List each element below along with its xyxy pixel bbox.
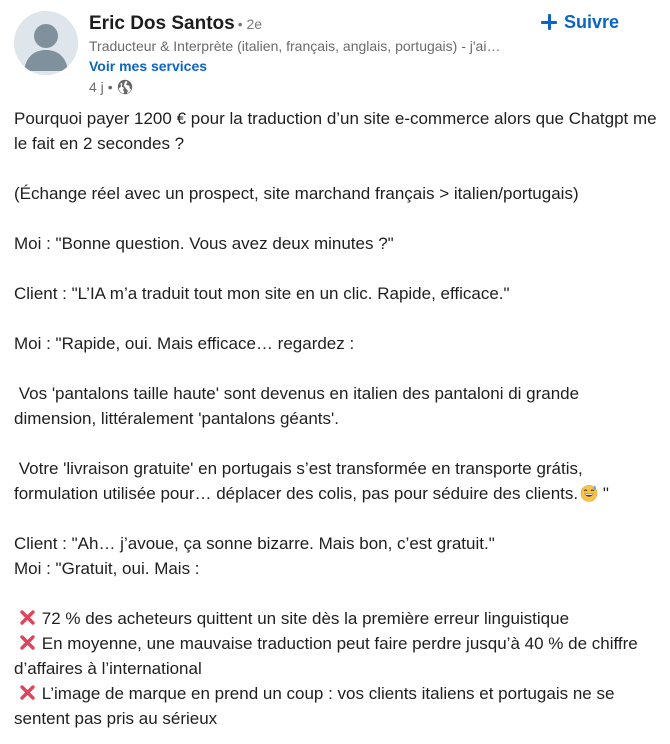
post-line-end: " — [598, 484, 609, 503]
post-timestamp — [89, 78, 133, 96]
follow-button[interactable] — [536, 8, 623, 36]
bullet-text: L’image de marque en prend un coup : vos clients italiens et portugais ne se sentent pas pris au sérieux — [14, 684, 620, 728]
post-line-text: Votre 'livraison gratuite' en portugais s’est transformée en transporte grátis, formulation utilisée pour… déplacer des colis, pas pour séduire des clients. — [14, 459, 588, 503]
plus-icon — [540, 13, 558, 31]
globe-icon — [117, 79, 133, 95]
cross-mark-icon — [19, 633, 36, 650]
post-line: Vos 'pantalons taille haute' sont devenus en italien des pantaloni di grande dimension, littéralement 'pantalons géants'. — [14, 384, 584, 428]
post-line: Moi : "Gratuit, oui. Mais : — [14, 559, 200, 578]
post-text — [14, 106, 662, 731]
bullet-item — [14, 631, 659, 681]
sweat-smile-emoji — [580, 484, 598, 502]
bullet-text: En moyenne, une mauvaise traduction peut faire perdre jusqu’à 40 % de chiffre d’affaires à l’international — [14, 634, 643, 678]
post-line — [14, 456, 659, 506]
author-name[interactable]: Eric Dos Santos — [89, 13, 235, 34]
post-line: Moi : "Rapide, oui. Mais efficace… regardez : — [14, 334, 355, 353]
services-link[interactable]: Voir mes services — [89, 58, 208, 74]
post-line: Moi : "Bonne question. Vous avez deux minutes ?" — [14, 234, 394, 253]
follow-button-label: Suivre — [564, 11, 620, 32]
post-age: 4 j — [89, 79, 104, 95]
author-headline: Traducteur & Interprète (italien, français, anglais, portugais) - j'ai… — [89, 38, 501, 54]
avatar[interactable] — [14, 11, 78, 75]
author-name-row — [89, 12, 262, 36]
connection-degree: • 2e — [237, 16, 263, 32]
bullet-item — [14, 681, 659, 731]
post-line: (Échange réel avec un prospect, site marchand français > italien/portugais) — [14, 184, 579, 203]
post-line: Pourquoi payer 1200 € pour la traduction d’un site e-commerce alors que Chatgpt me le fait en 2 secondes ? — [14, 109, 662, 153]
cross-mark-icon — [19, 608, 36, 625]
cross-mark-icon — [19, 683, 36, 700]
bullet-item — [14, 606, 659, 631]
timestamp-separator: • — [107, 79, 113, 95]
avatar-placeholder-icon — [14, 11, 78, 75]
post-line: Client : "L’IA m’a traduit tout mon site en un clic. Rapide, efficace." — [14, 284, 510, 303]
bullet-text: 72 % des acheteurs quittent un site dès la première erreur linguistique — [41, 609, 570, 628]
post-line: Client : "Ah… j’avoue, ça sonne bizarre. Mais bon, c’est gratuit." — [14, 534, 495, 553]
